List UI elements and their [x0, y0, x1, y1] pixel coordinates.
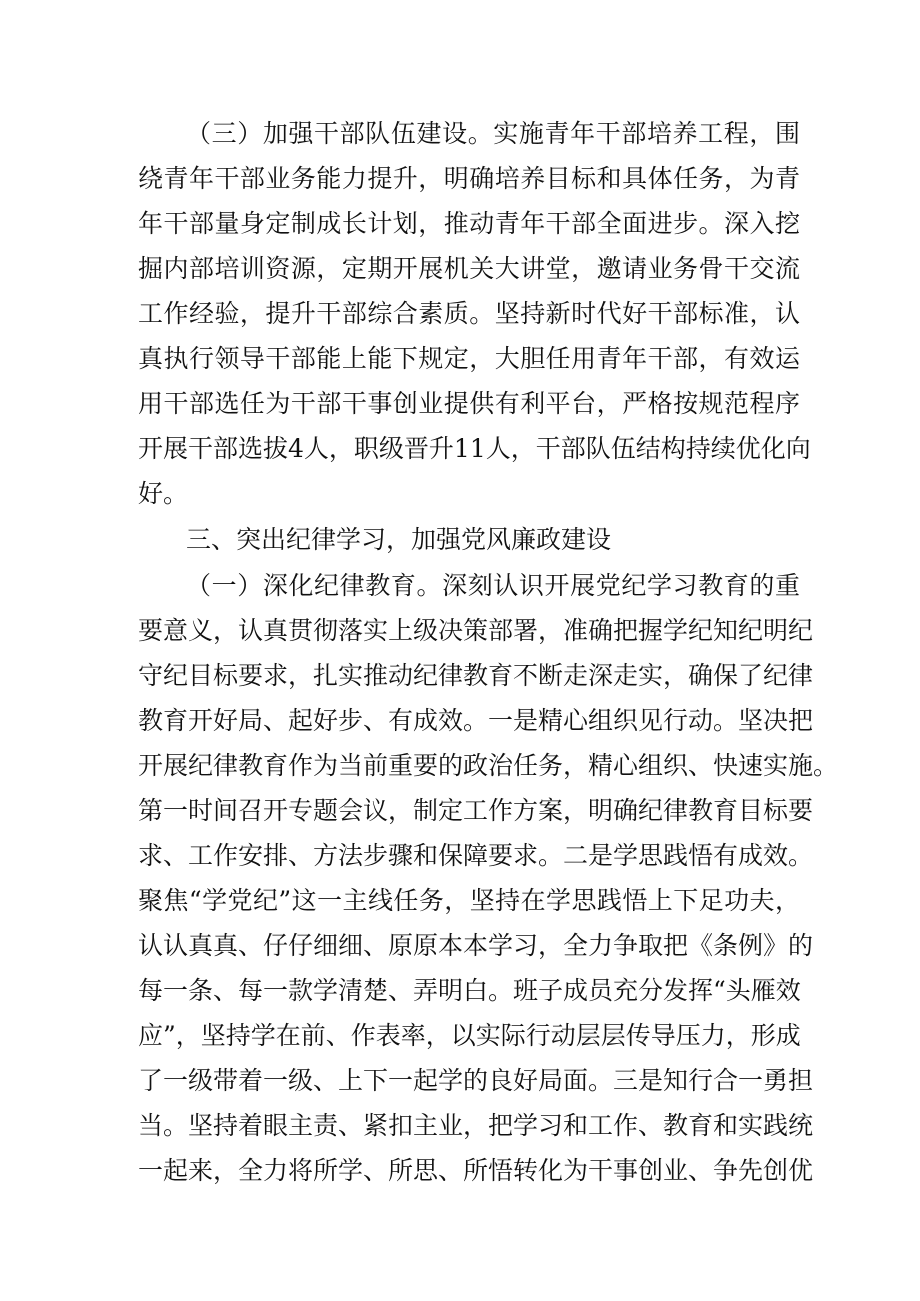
paragraph-line: 开展干部选拔4人，职级晋升11人，干部队伍结构持续优化向	[138, 434, 811, 463]
paragraph-line: （一）深化纪律教育。深刻认识开展党纪学习教育的重	[186, 571, 800, 600]
paragraph-line: 求、工作安排、方法步骤和保障要求。二是学思践悟有成效。	[138, 841, 814, 870]
paragraph-line: 掘内部培训资源，定期开展机关大讲堂，邀请业务骨干交流	[138, 254, 800, 283]
paragraph-line: 真执行领导干部能上能下规定，大胆任用青年干部，有效运	[138, 344, 800, 373]
paragraph-line: 要意义，认真贯彻落实上级决策部署，准确把握学纪知纪明纪	[138, 616, 814, 645]
paragraph-line: 守纪目标要求，扎实推动纪律教育不断走深走实，确保了纪律	[138, 661, 814, 690]
paragraph-line: 了一级带着一级、上下一起学的良好局面。三是知行合一勇担	[138, 1066, 814, 1095]
paragraph-line: 应”，坚持学在前、作表率，以实际行动层层传导压力，形成	[138, 1021, 801, 1050]
paragraph-line: 第一时间召开专题会议，制定工作方案，明确纪律教育目标要	[138, 796, 814, 825]
paragraph-line: 一起来，全力将所学、所思、所悟转化为干事创业、争先创优	[138, 1156, 814, 1185]
paragraph-line: 教育开好局、起好步、有成效。一是精心组织见行动。坚决把	[138, 706, 814, 735]
paragraph-line: 好。	[138, 479, 189, 508]
paragraph-line: 聚焦“学党纪”这一主线任务，坚持在学思践悟上下足功夫，	[138, 886, 800, 915]
paragraph-line: 绕青年干部业务能力提升，明确培养目标和具体任务，为青	[138, 164, 800, 193]
paragraph-line: （三）加强干部队伍建设。实施青年干部培养工程，围	[186, 119, 800, 148]
paragraph-line: 开展纪律教育作为当前重要的政治任务，精心组织、快速实施。	[138, 751, 839, 780]
paragraph-line: 工作经验，提升干部综合素质。坚持新时代好干部标准，认	[138, 299, 800, 328]
paragraph-line: 认认真真、仔仔细细、原原本本学习，全力争取把《条例》的	[138, 931, 814, 960]
paragraph-line: 用干部选任为干部干事创业提供有利平台，严格按规范程序	[138, 389, 800, 418]
paragraph-line: 每一条、每一款学清楚、弄明白。班子成员充分发挥“头雁效	[138, 976, 801, 1005]
paragraph-line: 年干部量身定制成长计划，推动青年干部全面进步。深入挖	[138, 209, 800, 238]
paragraph-line: 当。坚持着眼主责、紧扣主业，把学习和工作、教育和实践统	[138, 1111, 814, 1140]
section-heading: 三、突出纪律学习，加强党风廉政建设	[186, 525, 612, 554]
